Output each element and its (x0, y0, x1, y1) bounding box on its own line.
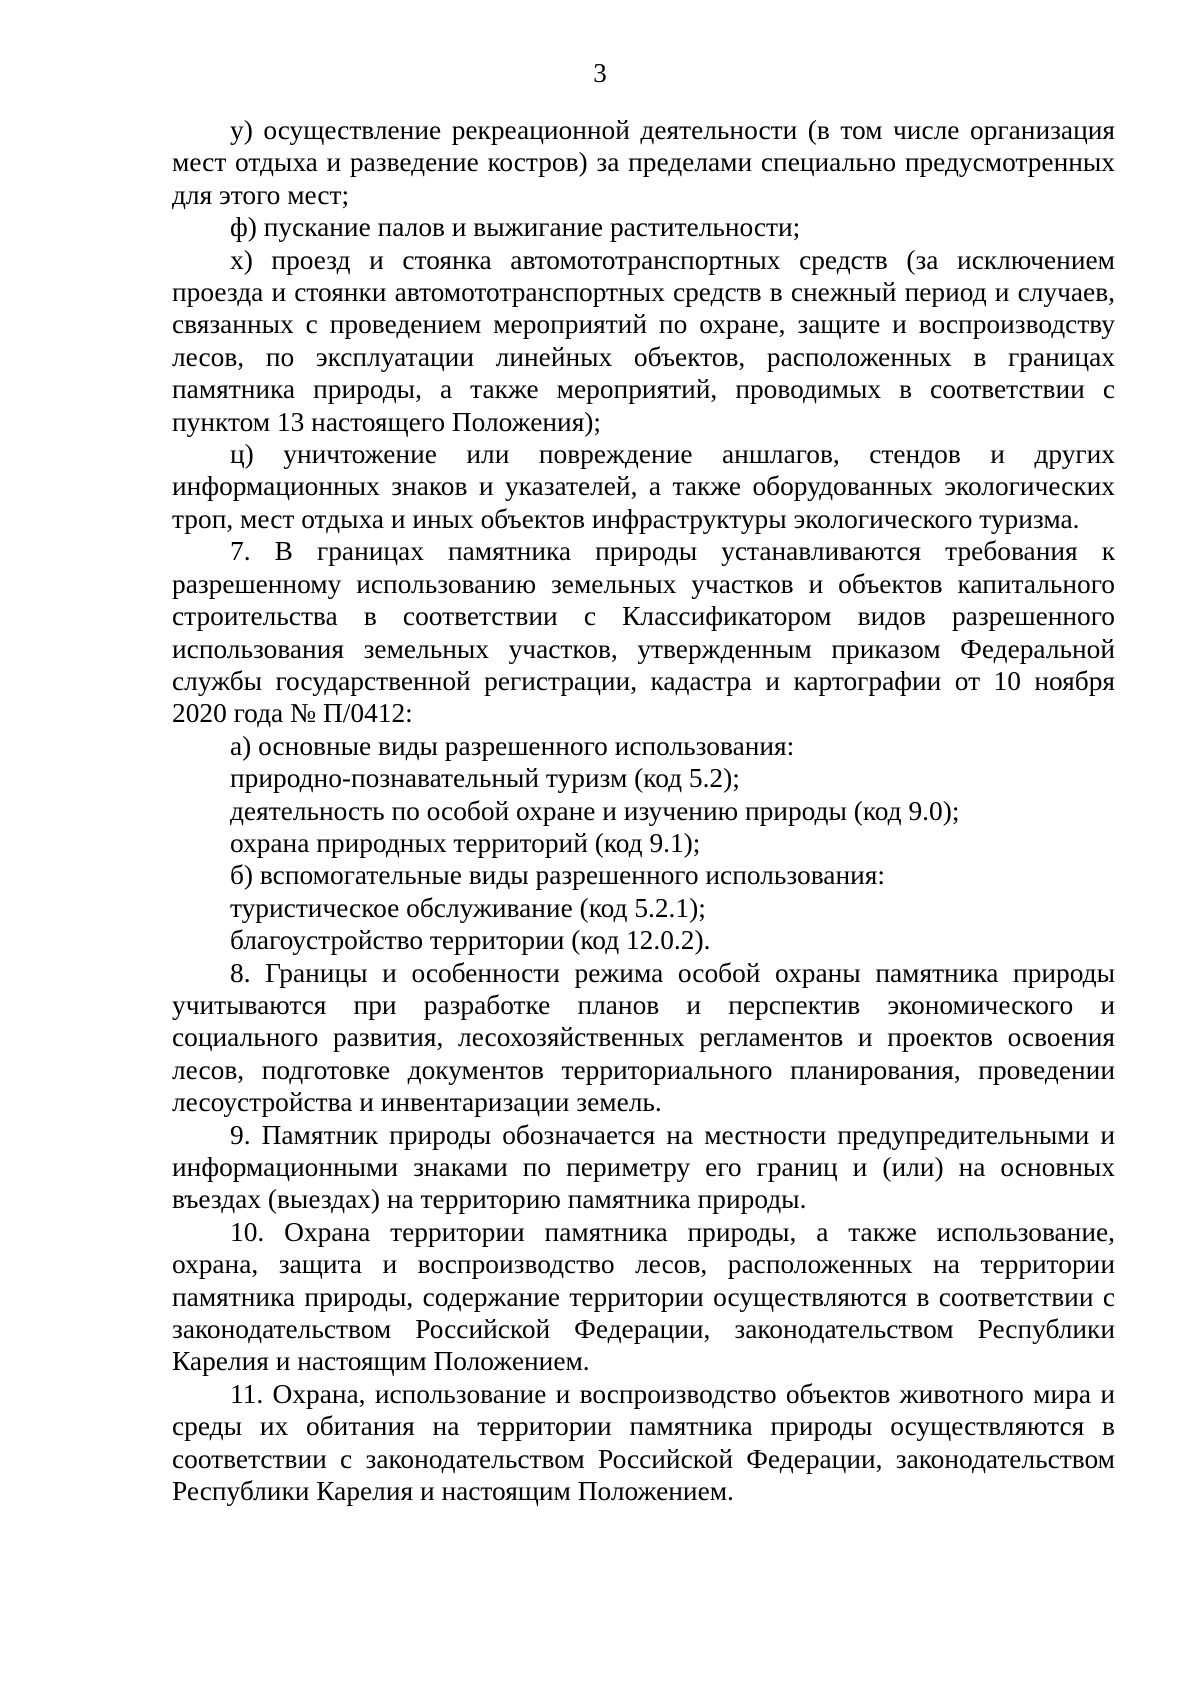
paragraph-clause-7: 7. В границах памятника природы устанавливаются требования к разрешенному использованию земельных участков и объектов капитального строительства в соответствии с Классификатором видов разрешенного использования земельных участков, утвержденным приказом Федеральной службы государственной регистрации, кадастра и картографии от 10 ноября 2020 года № П/0412: (172, 536, 1115, 729)
paragraph-item-f: ф) пускание палов и выжигание растительности; (230, 212, 801, 243)
paragraph-use-9-0: деятельность по особой охране и изучению природы (код 9.0); (230, 795, 960, 826)
paragraph-use-9-1: охрана природных территорий (код 9.1); (230, 827, 701, 858)
paragraph-clause-9: 9. Памятник природы обозначается на местности предупредительными и информационными знаками по периметру его границ и (или) на основных въездах (выездах) на территорию памятника природы. (172, 1119, 1115, 1215)
paragraph-clause-8: 8. Границы и особенности режима особой охраны памятника природы учитываются при разработке планов и перспектив экономического и социального развития, лесохозяйственных регламентов и проектов освоения лесов, подготовке документов территориального планирования, проведении лесоустройства и инвентаризации земель. (172, 957, 1115, 1118)
paragraph-item-b: б) вспомогательные виды разрешенного использования: (230, 860, 885, 891)
paragraph-item-u: у) осуществление рекреационной деятельности (в том числе организация мест отдыха и разведение костров) за пределами специально предусмотренных для этого мест; (172, 115, 1115, 210)
paragraph-use-12-0-2: благоустройство территории (код 12.0.2). (230, 925, 711, 956)
paragraph-clause-11: 11. Охрана, использование и воспроизводство объектов животного мира и среды их обитания на территории памятника природы осуществляются в соответствии с законодательством Российской Федерации, законодательством Республики Карелия и настоящим Положением. (172, 1378, 1115, 1507)
paragraph-item-kh: х) проезд и стоянка автомототранспортных средств (за исключением проезда и стоянки автомототранспортных средств в снежный период и случаев, связанных с проведением мероприятий по охране, защите и воспроизводству лесов, по эксплуатации линейных объектов, расположенных в границах памятника природы, а также мероприятий, проводимых в соответствии с пунктом 13 настоящего Положения); (172, 244, 1115, 437)
paragraph-use-5-2: природно-познавательный туризм (код 5.2); (230, 763, 740, 794)
paragraph-clause-10: 10. Охрана территории памятника природы, а также использование, охрана, защита и воспроизводство лесов, расположенных на территории памятника природы, содержание территории осуществляются в соответствии с законодательством Российской Федерации, законодательством Республики Карелия и настоящим Положением. (172, 1216, 1115, 1377)
paragraph-item-ts: ц) уничтожение или повреждение аншлагов, стендов и других информационных знаков и указателей, а также оборудованных экологических троп, мест отдыха и иных объектов инфраструктуры экологического туризма. (172, 439, 1115, 534)
paragraph-use-5-2-1: туристическое обслуживание (код 5.2.1); (230, 892, 706, 923)
document-body (172, 114, 1115, 1507)
page-number: 3 (593, 58, 607, 88)
paragraph-item-a: а) основные виды разрешенного использования: (230, 730, 795, 761)
